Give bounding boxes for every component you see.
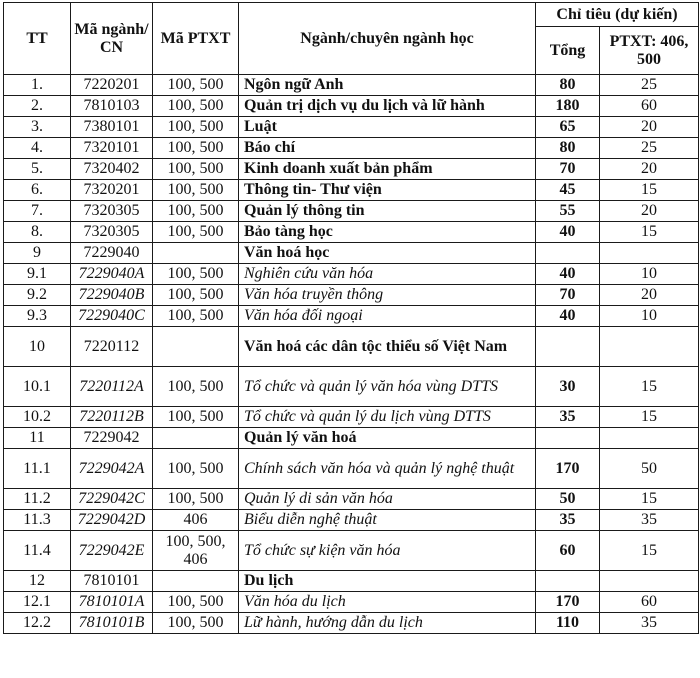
cell-tt: 10.2: [4, 407, 71, 428]
cell-ptxt-406-500: 60: [600, 592, 699, 613]
cell-ptxt-406-500: 10: [600, 264, 699, 285]
cell-tt: 11.1: [4, 449, 71, 489]
cell-ma-ptxt: 100, 500: [153, 449, 239, 489]
cell-ptxt-406-500: 60: [600, 96, 699, 117]
cell-ptxt-406-500: 25: [600, 75, 699, 96]
cell-tong: [536, 327, 600, 367]
cell-ma-ptxt: 100, 500: [153, 489, 239, 510]
cell-tt: 11.2: [4, 489, 71, 510]
cell-ma-ptxt: 100, 500: [153, 367, 239, 407]
header-ma-ptxt: Mã PTXT: [153, 3, 239, 75]
cell-nganh: Văn hóa đối ngoại: [239, 306, 536, 327]
cell-ma-ptxt: 100, 500: [153, 201, 239, 222]
cell-tong: 35: [536, 407, 600, 428]
header-row-top: [4, 3, 699, 27]
cell-tong: 30: [536, 367, 600, 407]
cell-nganh: Quản lý di sản văn hóa: [239, 489, 536, 510]
cell-ptxt-406-500: 15: [600, 489, 699, 510]
cell-ma-nganh: 7320101: [71, 138, 153, 159]
cell-ma-ptxt: 100, 500, 406: [153, 531, 239, 571]
cell-nganh: Thông tin- Thư viện: [239, 180, 536, 201]
cell-ma-nganh: 7320402: [71, 159, 153, 180]
cell-tong: 40: [536, 264, 600, 285]
cell-tt: 7.: [4, 201, 71, 222]
cell-ptxt-406-500: 15: [600, 367, 699, 407]
table-row: [4, 96, 699, 117]
cell-tong: 180: [536, 96, 600, 117]
cell-ma-ptxt: 100, 500: [153, 96, 239, 117]
cell-tt: 10: [4, 327, 71, 367]
cell-ma-nganh: 7320305: [71, 201, 153, 222]
table-row: [4, 613, 699, 634]
cell-tt: 1.: [4, 75, 71, 96]
cell-ptxt-406-500: 15: [600, 180, 699, 201]
cell-tong: 35: [536, 510, 600, 531]
table-row: [4, 571, 699, 592]
cell-tt: 6.: [4, 180, 71, 201]
cell-ma-nganh: 7229040A: [71, 264, 153, 285]
cell-ma-nganh: 7229042: [71, 428, 153, 449]
cell-ma-nganh: 7229042C: [71, 489, 153, 510]
cell-tong: 45: [536, 180, 600, 201]
cell-ma-nganh: 7810103: [71, 96, 153, 117]
cell-tt: 12.1: [4, 592, 71, 613]
cell-nganh: Quản lý thông tin: [239, 201, 536, 222]
cell-ma-ptxt: 100, 500: [153, 306, 239, 327]
cell-ma-nganh: 7220201: [71, 75, 153, 96]
cell-ma-ptxt: 100, 500: [153, 285, 239, 306]
cell-tong: 65: [536, 117, 600, 138]
cell-ptxt-406-500: 10: [600, 306, 699, 327]
admissions-quota-table: [3, 2, 699, 634]
cell-ptxt-406-500: 20: [600, 159, 699, 180]
cell-ma-ptxt: 100, 500: [153, 222, 239, 243]
cell-ma-nganh: 7320201: [71, 180, 153, 201]
cell-ptxt-406-500: 50: [600, 449, 699, 489]
table-row: [4, 75, 699, 96]
cell-ptxt-406-500: [600, 243, 699, 264]
table-row: [4, 489, 699, 510]
cell-tt: 10.1: [4, 367, 71, 407]
cell-nganh: Quản trị dịch vụ du lịch và lữ hành: [239, 96, 536, 117]
cell-tt: 9.1: [4, 264, 71, 285]
cell-ma-nganh: 7810101: [71, 571, 153, 592]
table-row: [4, 138, 699, 159]
cell-nganh: Lữ hành, hướng dẫn du lịch: [239, 613, 536, 634]
cell-ma-ptxt: 406: [153, 510, 239, 531]
table-row: [4, 367, 699, 407]
cell-tt: 9: [4, 243, 71, 264]
cell-nganh: Bảo tàng học: [239, 222, 536, 243]
cell-nganh: Văn hóa du lịch: [239, 592, 536, 613]
cell-ma-nganh: 7229042A: [71, 449, 153, 489]
cell-ma-nganh: 7810101A: [71, 592, 153, 613]
cell-ma-ptxt: 100, 500: [153, 264, 239, 285]
table-row: [4, 264, 699, 285]
cell-ptxt-406-500: 35: [600, 613, 699, 634]
cell-tong: [536, 428, 600, 449]
table-row: [4, 201, 699, 222]
cell-nganh: Tổ chức và quản lý du lịch vùng DTTS: [239, 407, 536, 428]
table-row: [4, 510, 699, 531]
table-row: [4, 592, 699, 613]
cell-ma-ptxt: 100, 500: [153, 117, 239, 138]
header-chi-tieu: Chỉ tiêu (dự kiến): [536, 3, 699, 27]
cell-nganh: Tổ chức và quản lý văn hóa vùng DTTS: [239, 367, 536, 407]
cell-ma-nganh: 7810101B: [71, 613, 153, 634]
cell-ma-ptxt: [153, 428, 239, 449]
cell-tong: 80: [536, 75, 600, 96]
cell-tt: 12: [4, 571, 71, 592]
cell-tong: 40: [536, 222, 600, 243]
cell-tong: 170: [536, 592, 600, 613]
cell-ptxt-406-500: 15: [600, 531, 699, 571]
cell-nganh: Luật: [239, 117, 536, 138]
cell-ma-ptxt: 100, 500: [153, 159, 239, 180]
cell-ma-ptxt: 100, 500: [153, 407, 239, 428]
cell-tong: 110: [536, 613, 600, 634]
cell-ma-ptxt: 100, 500: [153, 180, 239, 201]
cell-ma-ptxt: [153, 571, 239, 592]
admissions-quota-document: [3, 2, 698, 676]
cell-ptxt-406-500: 25: [600, 138, 699, 159]
header-tong: Tổng: [536, 27, 600, 75]
cell-tong: 55: [536, 201, 600, 222]
cell-ptxt-406-500: 20: [600, 285, 699, 306]
cell-tt: 9.3: [4, 306, 71, 327]
cell-nganh: Quản lý văn hoá: [239, 428, 536, 449]
cell-nganh: Tổ chức sự kiện văn hóa: [239, 531, 536, 571]
cell-tt: 12.2: [4, 613, 71, 634]
table-row: [4, 449, 699, 489]
cell-ptxt-406-500: 15: [600, 222, 699, 243]
cell-nganh: Ngôn ngữ Anh: [239, 75, 536, 96]
cell-nganh: Biểu diễn nghệ thuật: [239, 510, 536, 531]
cell-ptxt-406-500: 35: [600, 510, 699, 531]
cell-ma-ptxt: 100, 500: [153, 613, 239, 634]
cell-ptxt-406-500: 20: [600, 201, 699, 222]
table-row: [4, 159, 699, 180]
cell-ma-nganh: 7229042D: [71, 510, 153, 531]
cell-ptxt-406-500: 15: [600, 407, 699, 428]
cell-ma-nganh: 7220112A: [71, 367, 153, 407]
cell-tong: 70: [536, 159, 600, 180]
cell-tt: 4.: [4, 138, 71, 159]
cell-ma-nganh: 7229040B: [71, 285, 153, 306]
cell-ma-ptxt: 100, 500: [153, 75, 239, 96]
cell-ma-nganh: 7220112B: [71, 407, 153, 428]
table-row: [4, 222, 699, 243]
cell-tt: 11.4: [4, 531, 71, 571]
cell-tong: 70: [536, 285, 600, 306]
cell-tt: 5.: [4, 159, 71, 180]
table-body: [4, 75, 699, 634]
cell-ma-nganh: 7229042E: [71, 531, 153, 571]
cell-tong: [536, 243, 600, 264]
cell-tt: 9.2: [4, 285, 71, 306]
cell-tong: 50: [536, 489, 600, 510]
cell-tong: 170: [536, 449, 600, 489]
cell-ma-nganh: 7220112: [71, 327, 153, 367]
table-row: [4, 428, 699, 449]
cell-nganh: Văn hoá các dân tộc thiểu số Việt Nam: [239, 327, 536, 367]
table-row: [4, 180, 699, 201]
cell-ma-nganh: 7229040: [71, 243, 153, 264]
table-row: [4, 531, 699, 571]
cell-ma-ptxt: 100, 500: [153, 138, 239, 159]
cell-ptxt-406-500: [600, 571, 699, 592]
cell-tt: 11.3: [4, 510, 71, 531]
cell-tt: 2.: [4, 96, 71, 117]
cell-nganh: Báo chí: [239, 138, 536, 159]
cell-tt: 11: [4, 428, 71, 449]
cell-ma-ptxt: [153, 327, 239, 367]
cell-nganh: Nghiên cứu văn hóa: [239, 264, 536, 285]
cell-tong: [536, 571, 600, 592]
cell-ptxt-406-500: [600, 428, 699, 449]
table-row: [4, 306, 699, 327]
cell-tt: 3.: [4, 117, 71, 138]
cell-ptxt-406-500: [600, 327, 699, 367]
cell-nganh: Văn hoá học: [239, 243, 536, 264]
table-row: [4, 327, 699, 367]
table-row: [4, 243, 699, 264]
cell-nganh: Du lịch: [239, 571, 536, 592]
cell-nganh: Văn hóa truyền thông: [239, 285, 536, 306]
cell-ma-nganh: 7320305: [71, 222, 153, 243]
table-row: [4, 285, 699, 306]
cell-tt: 8.: [4, 222, 71, 243]
cell-nganh: Chính sách văn hóa và quản lý nghệ thuật: [239, 449, 536, 489]
header-nganh: Ngành/chuyên ngành học: [239, 3, 536, 75]
cell-ma-nganh: 7229040C: [71, 306, 153, 327]
table-row: [4, 407, 699, 428]
table-row: [4, 117, 699, 138]
cell-tong: 80: [536, 138, 600, 159]
cell-ma-ptxt: 100, 500: [153, 592, 239, 613]
cell-tong: 60: [536, 531, 600, 571]
cell-ptxt-406-500: 20: [600, 117, 699, 138]
cell-ma-nganh: 7380101: [71, 117, 153, 138]
cell-tong: 40: [536, 306, 600, 327]
cell-ma-ptxt: [153, 243, 239, 264]
header-ptxt-406-500: PTXT: 406, 500: [600, 27, 699, 75]
cell-nganh: Kinh doanh xuất bản phẩm: [239, 159, 536, 180]
header-tt: TT: [4, 3, 71, 75]
header-ma-nganh: Mã ngành/ CN: [71, 3, 153, 75]
